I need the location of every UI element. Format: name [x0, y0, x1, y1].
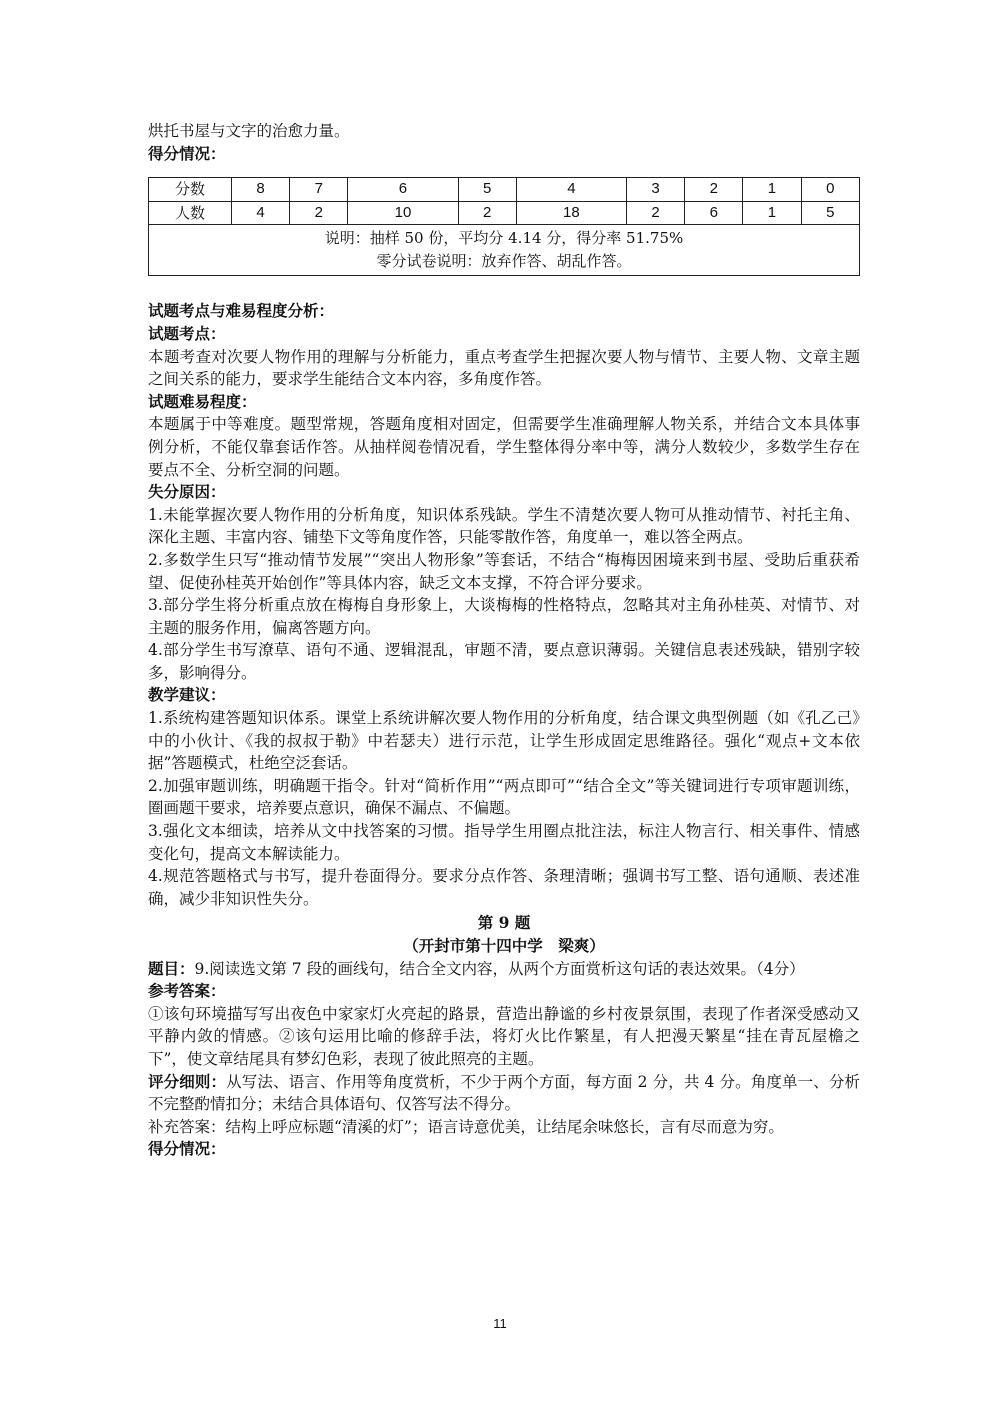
score-cell: 7 [290, 178, 348, 202]
analysis-heading: 试题考点与难易程度分析： [148, 301, 335, 321]
count-cell: 2 [458, 201, 516, 225]
q9-question-text: 9.阅读选文第 7 段的画线句，结合全文内容，从两个方面赏析这句话的表达效果。（4分） [194, 959, 805, 978]
advice-item: 4.规范答题格式与书写，提升卷面得分。要求分点作答、条理清晰；强调书写工整、语句通顺、表述准确，减少非知识性失分。 [148, 867, 860, 908]
score-cell: 0 [801, 178, 859, 202]
score-table [148, 177, 860, 276]
advice-heading: 教学建议： [148, 685, 226, 705]
kaodian-text: 本题考查对次要人物作用的理解与分析能力，重点考查学生把握次要人物与情节、主要人物、文章主题之间关系的能力，要求学生能结合文本内容，多角度作答。 [148, 347, 860, 389]
count-cell: 10 [348, 201, 458, 225]
page-number: 11 [493, 1316, 507, 1331]
advice-item: 3.强化文本细读，培养从文中找答案的习惯。指导学生用圈点批注法，标注人物言行、相关事件、情感变化句，提高文本解读能力。 [148, 822, 860, 863]
score-cell: 5 [458, 178, 516, 202]
count-cell: 6 [685, 201, 743, 225]
score-cell: 6 [348, 178, 458, 202]
score-cell: 2 [685, 178, 743, 202]
loss-item: 4.部分学生书写潦草、语句不通、逻辑混乱，审题不清，要点意识薄弱。关键信息表述残缺，错别字较多，影响得分。 [148, 641, 860, 682]
count-row-label: 人数 [149, 201, 232, 225]
q9-score-heading: 得分情况： [148, 1139, 226, 1159]
note-row [149, 225, 860, 276]
score-row [149, 178, 860, 202]
count-cell: 4 [232, 201, 290, 225]
q9-answer-heading: 参考答案： [148, 981, 226, 1001]
loss-item: 3.部分学生将分析重点放在梅梅自身形象上，大谈梅梅的性格特点，忽略其对主角孙桂英、对情节、对主题的服务作用，偏离答题方向。 [148, 596, 860, 637]
difficulty-heading: 试题难易程度： [148, 391, 257, 411]
q9-question [148, 958, 860, 981]
loss-heading: 失分原因： [148, 482, 226, 502]
q9-rubric-label: 评分细则： [148, 1071, 227, 1091]
intro-line: 烘托书屋与文字的治愈力量。 [148, 122, 350, 140]
count-cell: 2 [290, 201, 348, 225]
advice-item: 1.系统构建答题知识体系。课堂上系统讲解次要人物作用的分析角度，结合课文典型例题（如《孔乙己》中的小伙计、《我的叔叔于勒》中若瑟夫）进行示范，让学生形成固定思维路径。强化“观点+文本依据”答题模式，杜绝空泛套话。 [148, 709, 860, 773]
count-cell: 18 [516, 201, 626, 225]
q9-subtitle: （开封市第十四中学 梁爽） [403, 936, 605, 955]
loss-item: 2.多数学生只写“推动情节发展”“突出人物形象”等套话，不结合“梅梅因困境来到书屋、受助后重获希望、促使孙桂英开始创作”等具体内容，缺乏文本支撑，不符合评分要求。 [148, 550, 860, 592]
q9-rubric [148, 1071, 860, 1116]
q9-rubric-text: 从写法、语言、作用等角度赏析，不少于两个方面，每方面 2 分，共 4 分。角度单一、分析不完整酌情扣分；未结合具体语句、仅答写法不得分。 [148, 1072, 860, 1114]
document-page [148, 120, 860, 1161]
loss-item: 1.未能掌握次要人物作用的分析角度，知识体系残缺。学生不清楚次要人物可从推动情节、衬托主角、深化主题、丰富内容、铺垫下文等角度作答，只能零散作答，角度单一，难以答全两点。 [148, 505, 860, 547]
q9-answer-text: ①该句环境描写写出夜色中家家灯火亮起的路景，营造出静谧的乡村夜景氛围，表现了作者深受感动又平静内敛的情感。②该句运用比喻的修辞手法，将灯火比作繁星，有人把漫天繁星“挂在青瓦屋檐之下”，使文章结尾具有梦幻色彩，表现了彼此照亮的主题。 [148, 1004, 860, 1068]
table-note-line-1: 说明：抽样 50 份，平均分 4.14 分，得分率 51.75% [324, 229, 684, 248]
table-note-line-2: 零分试卷说明：放弃作答、胡乱作答。 [376, 252, 632, 271]
count-cell: 2 [626, 201, 684, 225]
score-row-label: 分数 [149, 178, 232, 202]
score-heading: 得分情况： [148, 143, 226, 163]
difficulty-text: 本题属于中等难度。题型常规，答题角度相对固定，但需要学生准确理解人物关系，并结合文本具体事例分析，不能仅靠套话作答。从抽样阅卷情况看，学生整体得分率中等，满分人数较少，多数学生存在要点不全、分析空洞的问题。 [148, 415, 860, 479]
score-cell: 3 [626, 178, 684, 202]
table-note [149, 225, 860, 276]
advice-item: 2.加强审题训练，明确题干指令。针对“简析作用”“两点即可”“结合全文”等关键词进行专项审题训练，圈画题干要求，培养要点意识，确保不漏点、不偏题。 [148, 776, 860, 818]
q9-question-label: 题目： [148, 958, 195, 978]
count-cell: 1 [743, 201, 801, 225]
score-cell: 8 [232, 178, 290, 202]
score-cell: 4 [516, 178, 626, 202]
kaodian-heading: 试题考点： [148, 323, 226, 343]
count-row [149, 201, 860, 225]
q9-title: 第 9 题 [477, 913, 531, 933]
count-cell: 5 [801, 201, 859, 225]
q9-supplement: 补充答案：结构上呼应标题“清溪的灯”；语言诗意优美，让结尾余味悠长，言有尽而意为穷。 [148, 1117, 784, 1136]
score-cell: 1 [743, 178, 801, 202]
